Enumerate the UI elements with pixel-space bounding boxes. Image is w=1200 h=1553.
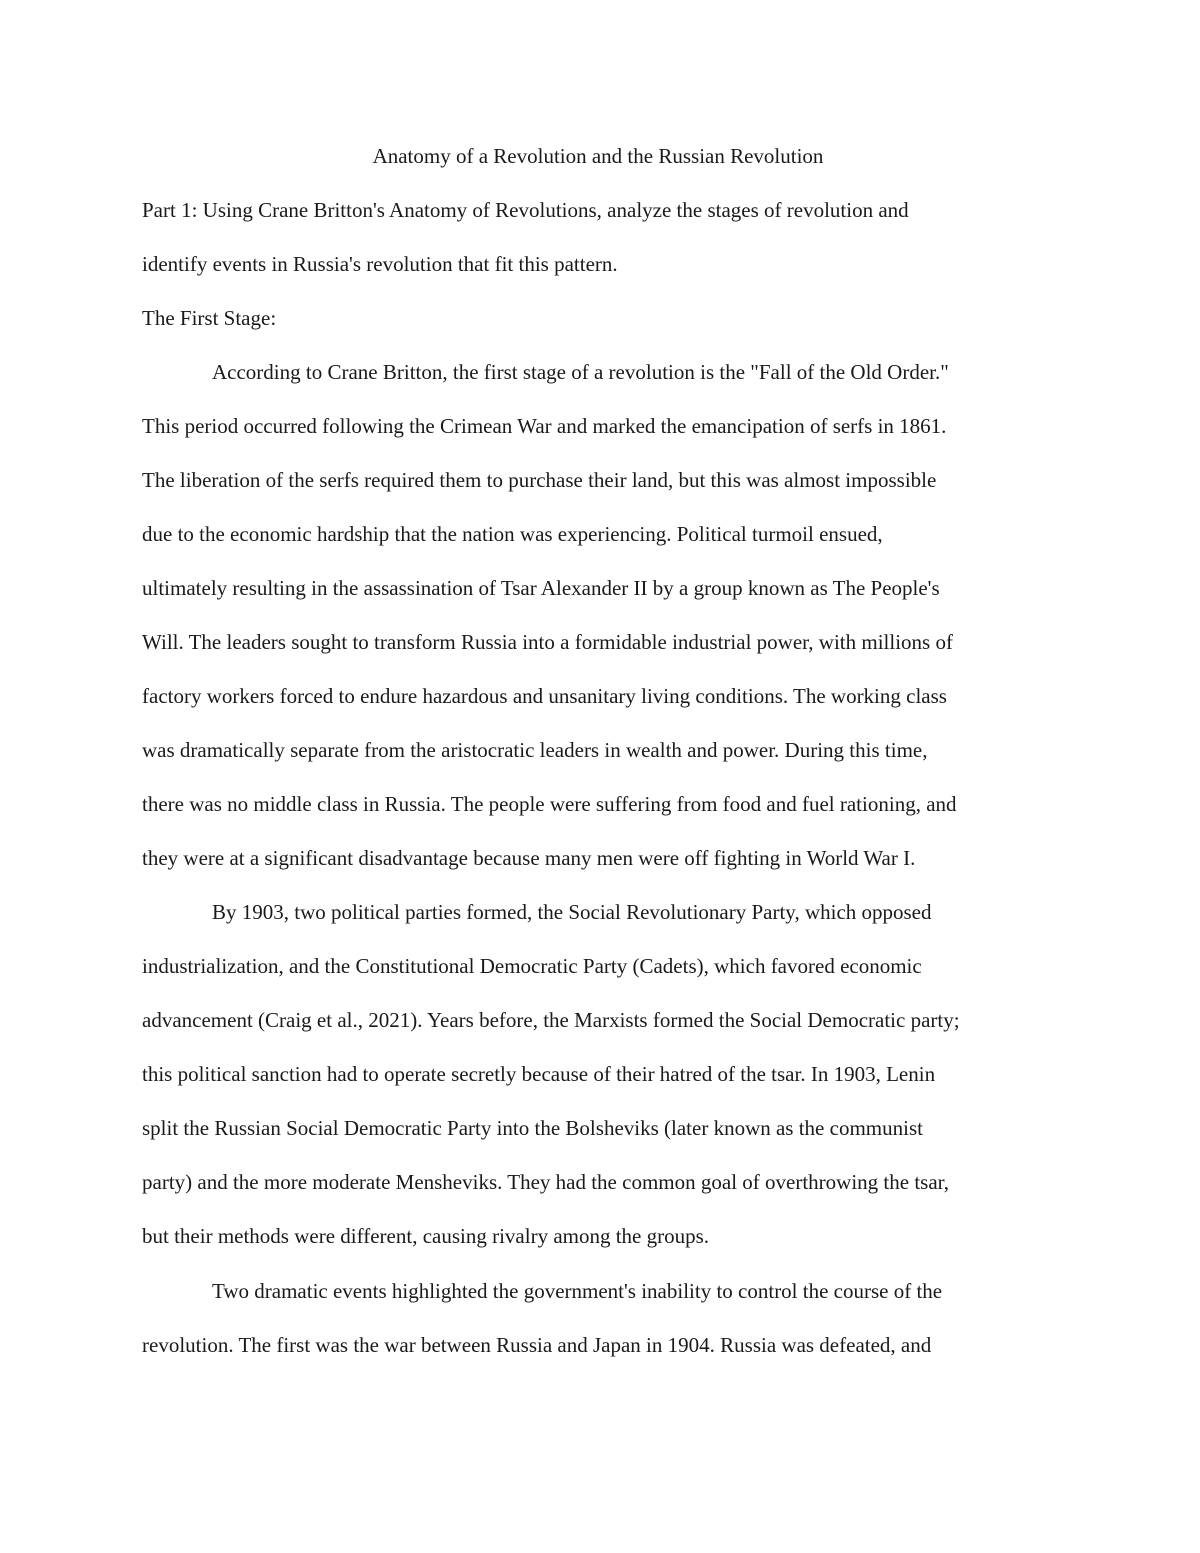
document-title: Anatomy of a Revolution and the Russian Revolution (372, 144, 824, 168)
paragraph-line: According to Crane Britton, the first stage of a revolution is the "Fall of the Old Order." (212, 360, 949, 384)
paragraph-line: but their methods were different, causing rivalry among the groups. (142, 1224, 710, 1248)
paragraph-line: identify events in Russia's revolution that fit this pattern. (142, 252, 618, 276)
paragraph-line: due to the economic hardship that the nation was experiencing. Political turmoil ensued, (142, 522, 883, 546)
paragraph-line: advancement (Craig et al., 2021). Years before, the Marxists formed the Social Democratic party; (142, 1008, 960, 1032)
paragraph-line: Part 1: Using Crane Britton's Anatomy of Revolutions, analyze the stages of revolution and (142, 198, 909, 222)
paragraph-line: This period occurred following the Crimean War and marked the emancipation of serfs in 1861. (142, 414, 947, 438)
paragraph-line: was dramatically separate from the aristocratic leaders in wealth and power. During this time, (142, 738, 928, 762)
paragraph-line: they were at a significant disadvantage because many men were off fighting in World War I. (142, 846, 916, 870)
paragraph-line: split the Russian Social Democratic Party into the Bolsheviks (later known as the communist (142, 1116, 923, 1140)
paragraph-line: Two dramatic events highlighted the government's inability to control the course of the (212, 1279, 943, 1303)
paragraph-line: ultimately resulting in the assassination of Tsar Alexander II by a group known as The People's (142, 576, 940, 600)
paragraph-line: The liberation of the serfs required them to purchase their land, but this was almost impossible (142, 468, 937, 492)
paragraph-line: factory workers forced to endure hazardous and unsanitary living conditions. The working class (142, 684, 947, 708)
paragraph-line: revolution. The first was the war between Russia and Japan in 1904. Russia was defeated, and (142, 1333, 932, 1357)
paragraph-line: industrialization, and the Constitutional Democratic Party (Cadets), which favored economic (142, 954, 922, 978)
paragraph-line: there was no middle class in Russia. The people were suffering from food and fuel rationing, and (142, 792, 957, 816)
section-heading: The First Stage: (142, 306, 277, 330)
paragraph-line: party) and the more moderate Mensheviks. They had the common goal of overthrowing the tsar, (142, 1170, 950, 1194)
paragraph-line: By 1903, two political parties formed, the Social Revolutionary Party, which opposed (212, 900, 932, 924)
paragraph-line: Will. The leaders sought to transform Russia into a formidable industrial power, with millions of (142, 630, 953, 654)
paragraph-line: this political sanction had to operate secretly because of their hatred of the tsar. In 1903, Lenin (142, 1062, 936, 1086)
